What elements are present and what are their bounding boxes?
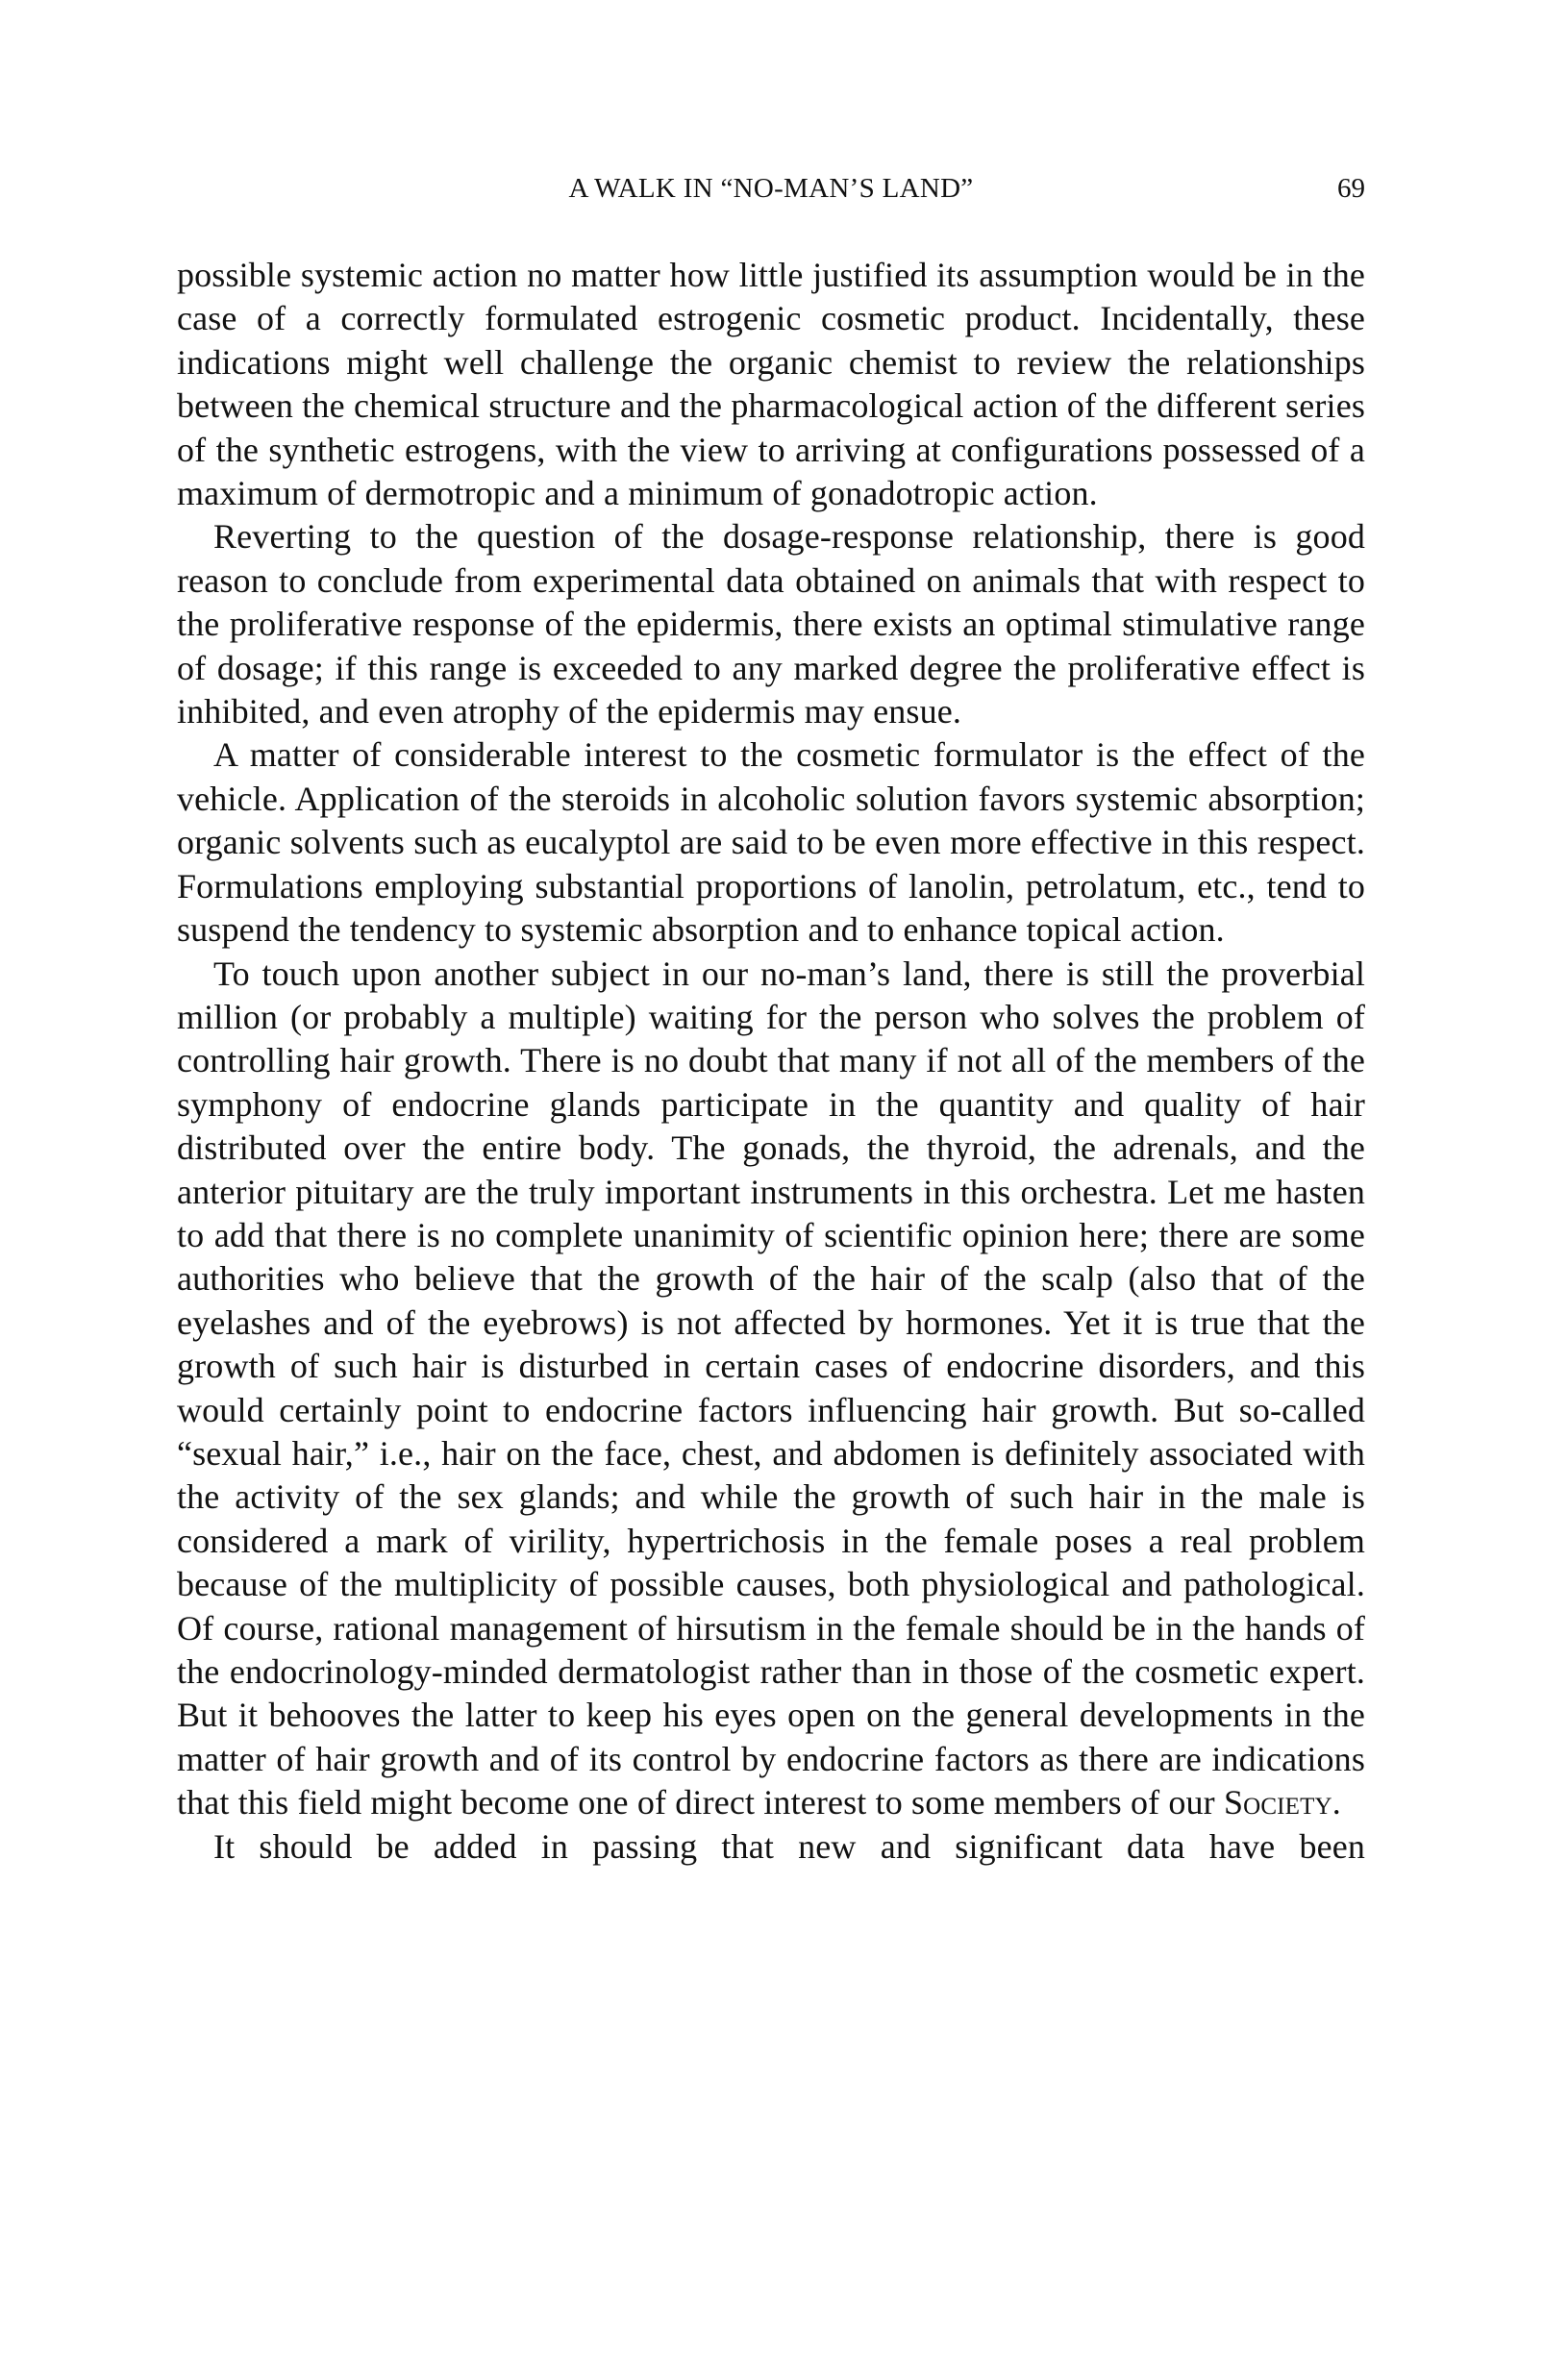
society-smallcaps: Society [1223, 1783, 1332, 1822]
body-text [177, 254, 1365, 1869]
paragraph-hair-growth-end: . [1331, 1783, 1341, 1822]
paragraph-continuation: possible systemic action no matter how little justified its assumption would be in the case of a correctly formulated estrogenic cosmetic product. Incidentally, these indications might well challenge the organic chemist to review the relationships between the chemical structure and the pharmacological action of the different series of the synthetic estrogens, with the view to arriving at configurations possessed of a maximum of dermotropic and a minimum of gonadotropic action. [177, 256, 1365, 513]
paragraph-new-data: It should be added in passing that new and significant data have been [213, 1826, 1365, 1866]
paragraph-vehicle-effect: A matter of considerable interest to the cosmetic formulator is the effect of the vehicle. Application of the steroids in alcoholic solution favors systemic absorption; organic solvents such as eucalyptol are said to be even more effective in this respect. Formulations employing substantial proportions of lanolin, petrolatum, etc., tend to suspend the tendency to systemic absorption and to enhance topical action. [177, 735, 1365, 950]
paragraph-hair-growth [177, 953, 1365, 1825]
page-header [177, 167, 1365, 210]
paragraph-dosage-response: Reverting to the question of the dosage-response relationship, there is good reason to conclude from experimental data obtained on animals that with respect to the proliferative response of the epidermis, there exists an optimal stimulative range of dosage; if this range is exceeded to any marked degree the proliferative effect is inhibited, and even atrophy of the epidermis may ensue. [177, 517, 1365, 731]
running-title: A WALK IN “NO-MAN’S LAND” [568, 173, 974, 204]
page-number: 69 [1337, 173, 1365, 204]
paragraph-hair-growth-text: To touch upon another subject in our no-man’s land, there is still the proverbial million (or probably a multiple) waiting for the person who solves the problem of controlling hair growth. There is no doubt that many if not all of the members of the symphony of endocrine glands participate in the quantity and quality of hair distributed over the entire body. The gonads, the thyroid, the adrenals, and the anterior pituitary are the truly important instruments in this orchestra. Let me hasten to add that there is no complete unanimity of scientific opinion here; there are some authorities who believe that the growth of the hair of the scalp (also that of the eyelashes and of the eyebrows) is not affected by hormones. Yet it is true that the growth of such hair is disturbed in certain cases of endocrine disorders, and this would certainly point to endocrine factors influencing hair growth. But so-called “sexual hair,” i.e., hair on the face, chest, and abdomen is definitely associated with the activity of the sex glands; and while the growth of such hair in the male is considered a mark of virility, hypertrichosis in the female poses a real problem because of the multiplicity of possible causes, both physiological and pathological. Of course, rational management of hirsutism in the female should be in the hands of the endocrinology-minded dermatologist rather than in those of the cosmetic expert. But it behooves the latter to keep his eyes open on the general developments in the matter of hair growth and of its control by endocrine factors as there are indications that this field might become one of direct interest to some members of our [177, 954, 1365, 1822]
